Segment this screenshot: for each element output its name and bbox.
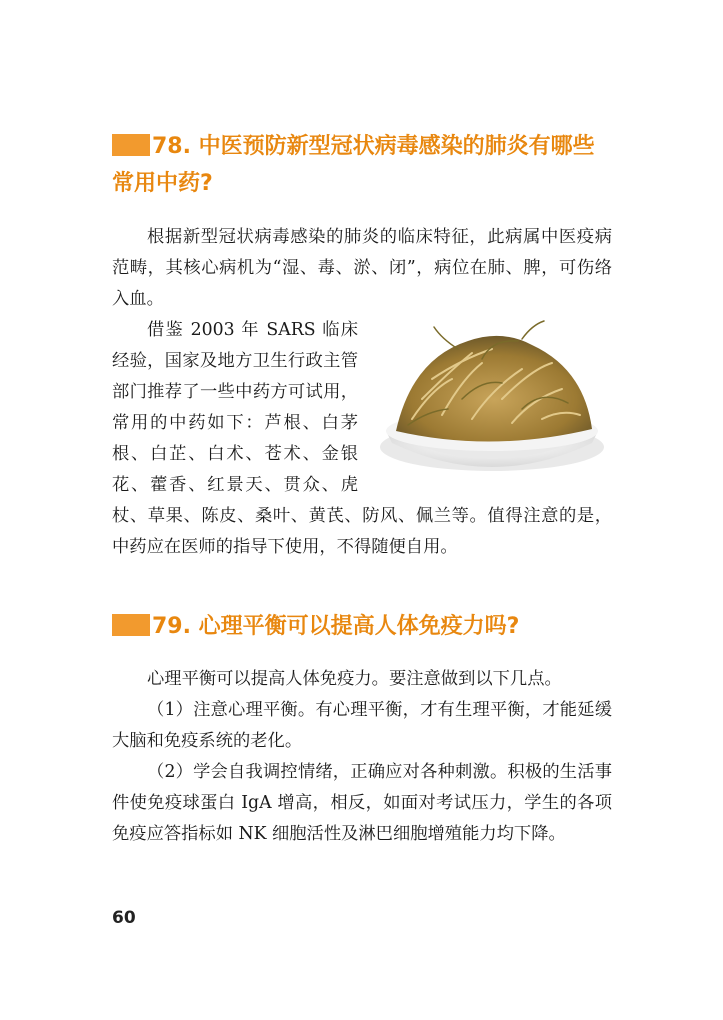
section-heading-79: [112, 608, 612, 645]
heading-text-78: 78. 中医预防新型冠状病毒感染的肺炎有哪些常用中药?: [112, 134, 595, 196]
paragraph-78-2-wrap: [112, 315, 612, 563]
paragraph-79-2: （1）注意心理平衡。有心理平衡，才有生理平衡，才能延缓大脑和免疫系统的老化。: [112, 700, 612, 751]
paragraph-79-3: （2）学会自我调控情绪，正确应对各种刺激。积极的生活事件使免疫球蛋白 IgA 增高，相反，如面对考试压力，学生的各项免疫应答指标如 NK 细胞活性及淋巴细胞增殖能力均下降。: [112, 762, 612, 844]
heading-bar-78: [112, 134, 150, 156]
page-number: 60: [112, 908, 136, 928]
honeysuckle-photo: [372, 319, 612, 475]
paragraph-79-1: 心理平衡可以提高人体免疫力。要注意做到以下几点。: [147, 669, 562, 689]
paragraph-78-2: 借鉴 2003 年 SARS 临床经验，国家及地方卫生行政主管部门推荐了一些中药方可试用，常用的中药如下：芦根、白茅根、白芷、白术、苍术、金银花、藿香、红景天、贯众、虎杖、草果、陈皮、桑叶、黄芪、防风、佩兰等。值得注意的是，中药应在医师的指导下使用，不得随便自用。: [112, 320, 612, 557]
section-heading-78: [112, 128, 612, 202]
heading-bar-79: [112, 614, 150, 636]
paragraph-78-1: 根据新型冠状病毒感染的肺炎的临床特征，此病属中医疫病范畴，其核心病机为“湿、毒、淤、闭”，病位在肺、脾，可伤络入血。: [112, 227, 612, 309]
heading-text-79: 79. 心理平衡可以提高人体免疫力吗?: [152, 614, 520, 639]
